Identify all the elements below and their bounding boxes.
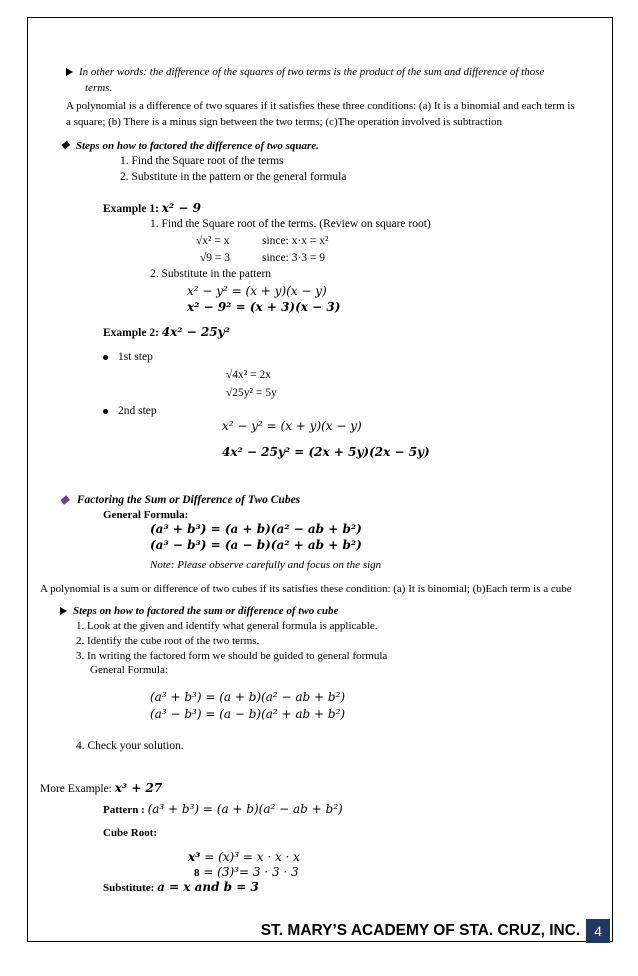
bullet-icon [103,355,108,360]
steps-cube-item-2: 2. Identify the cube root of the two terms. [76,635,260,647]
cubes-general-label: General Formula: [103,509,189,521]
example-1-since-2: since: 3·3 = 9 [262,252,326,264]
example-1-root-2: √9 = 3 [200,252,231,264]
example-2-root-1: √4x² = 2x [226,369,271,381]
example-1-step-2: 2. Substitute in the pattern [150,268,272,280]
arrow-bullet-icon [66,68,73,76]
poly-definition-1: A polynomial is a difference of two squares if it satisfies these three conditions: (a) It is a binomial and each term is [66,100,575,112]
example-1-since-1: since: x·x = x² [262,235,329,247]
words-note-2: terms. [85,82,113,94]
words-note: In other words: the difference of the squares of two terms is the product of the sum and difference of those [66,66,544,78]
example-2-pattern: x² − y² = (x + y)(x − y) [222,419,362,433]
steps-cube-general-label: General Formula: [90,664,168,676]
example-1-pattern: x² − y² = (x + y)(x − y) [187,284,327,298]
steps-square-heading: ❖ Steps on how to factored the difference of two square. [60,140,319,152]
example-2-result: 4x² − 25y² = (2x + 5y)(2x − 5y) [222,445,430,459]
more-example-pattern: Pattern : (a³ + b³) = (a + b)(a² − ab + b²) [103,802,343,816]
example-2-root-2: √25y² = 5y [226,387,277,399]
cube-root-line-1: x³ = (x)³ = x · x · x [188,850,300,864]
steps-cube-item-4: 4. Check your solution. [76,740,184,752]
poly-definition-2: a square; (b) There is a minus sign between the two terms; (c)The operation involved is subtraction [66,116,503,128]
more-example-title: More Example: x³ + 27 [40,781,163,795]
steps-square-item-1: 1. Find the Square root of the terms [120,155,284,167]
example-1-result: x² − 9² = (x + 3)(x − 3) [187,300,341,314]
section-marker-icon: ◆ [60,494,69,506]
steps-cube-item-3: 3. In writing the factored form we should be guided to general formula [76,650,388,662]
steps-cube-formula-diff: (a³ − b³) = (a − b)(a² + ab + b²) [150,707,346,721]
example-1-step-1: 1. Find the Square root of the terms. (Review on square root) [150,218,431,230]
example-1-title: Example 1: x² − 9 [103,201,201,215]
page-number: 4 [586,919,610,943]
steps-cube-heading: Steps on how to factored the sum or difference of two cube [60,605,338,617]
cubes-note: Note: Please observe carefully and focus on the sign [150,559,382,571]
cubes-formula-sum: (a³ + b³) = (a + b)(a² − ab + b²) [150,522,362,536]
diamond-bullet-icon: ❖ [60,140,70,152]
steps-cube-formula-sum: (a³ + b³) = (a + b)(a² − ab + b²) [150,690,346,704]
example-2-second-step: 2nd step [103,405,157,417]
example-2-title: Example 2: 4x² − 25y² [103,325,230,339]
cube-root-line-2: 8 = (3)³= 3 · 3 · 3 [194,865,299,879]
footer [261,919,610,943]
cube-root-label: Cube Root: [103,827,158,839]
arrow-bullet-icon [60,607,67,615]
example-2-first-step: 1st step [103,351,153,363]
cubes-heading: ◆ Factoring the Sum or Difference of Two Cubes [60,494,301,506]
cubes-poly-definition: A polynomial is a sum or difference of two cubes if its satisfies these condition: (a) It is binomial; (b)Each term is a cube [40,583,572,595]
bullet-icon [103,409,108,414]
example-1-root-1: √x² = x [196,235,230,247]
steps-cube-item-1: 1. Look at the given and identify what general formula is applicable. [76,620,378,632]
steps-square-item-2: 2. Substitute in the pattern or the general formula [120,171,347,183]
school-name: ST. MARY’S ACADEMY OF STA. CRUZ, INC. [260,922,581,939]
substitute-line: Substitute: a = x and b = 3 [103,880,259,894]
cubes-formula-diff: (a³ − b³) = (a − b)(a² + ab + b²) [150,538,362,552]
